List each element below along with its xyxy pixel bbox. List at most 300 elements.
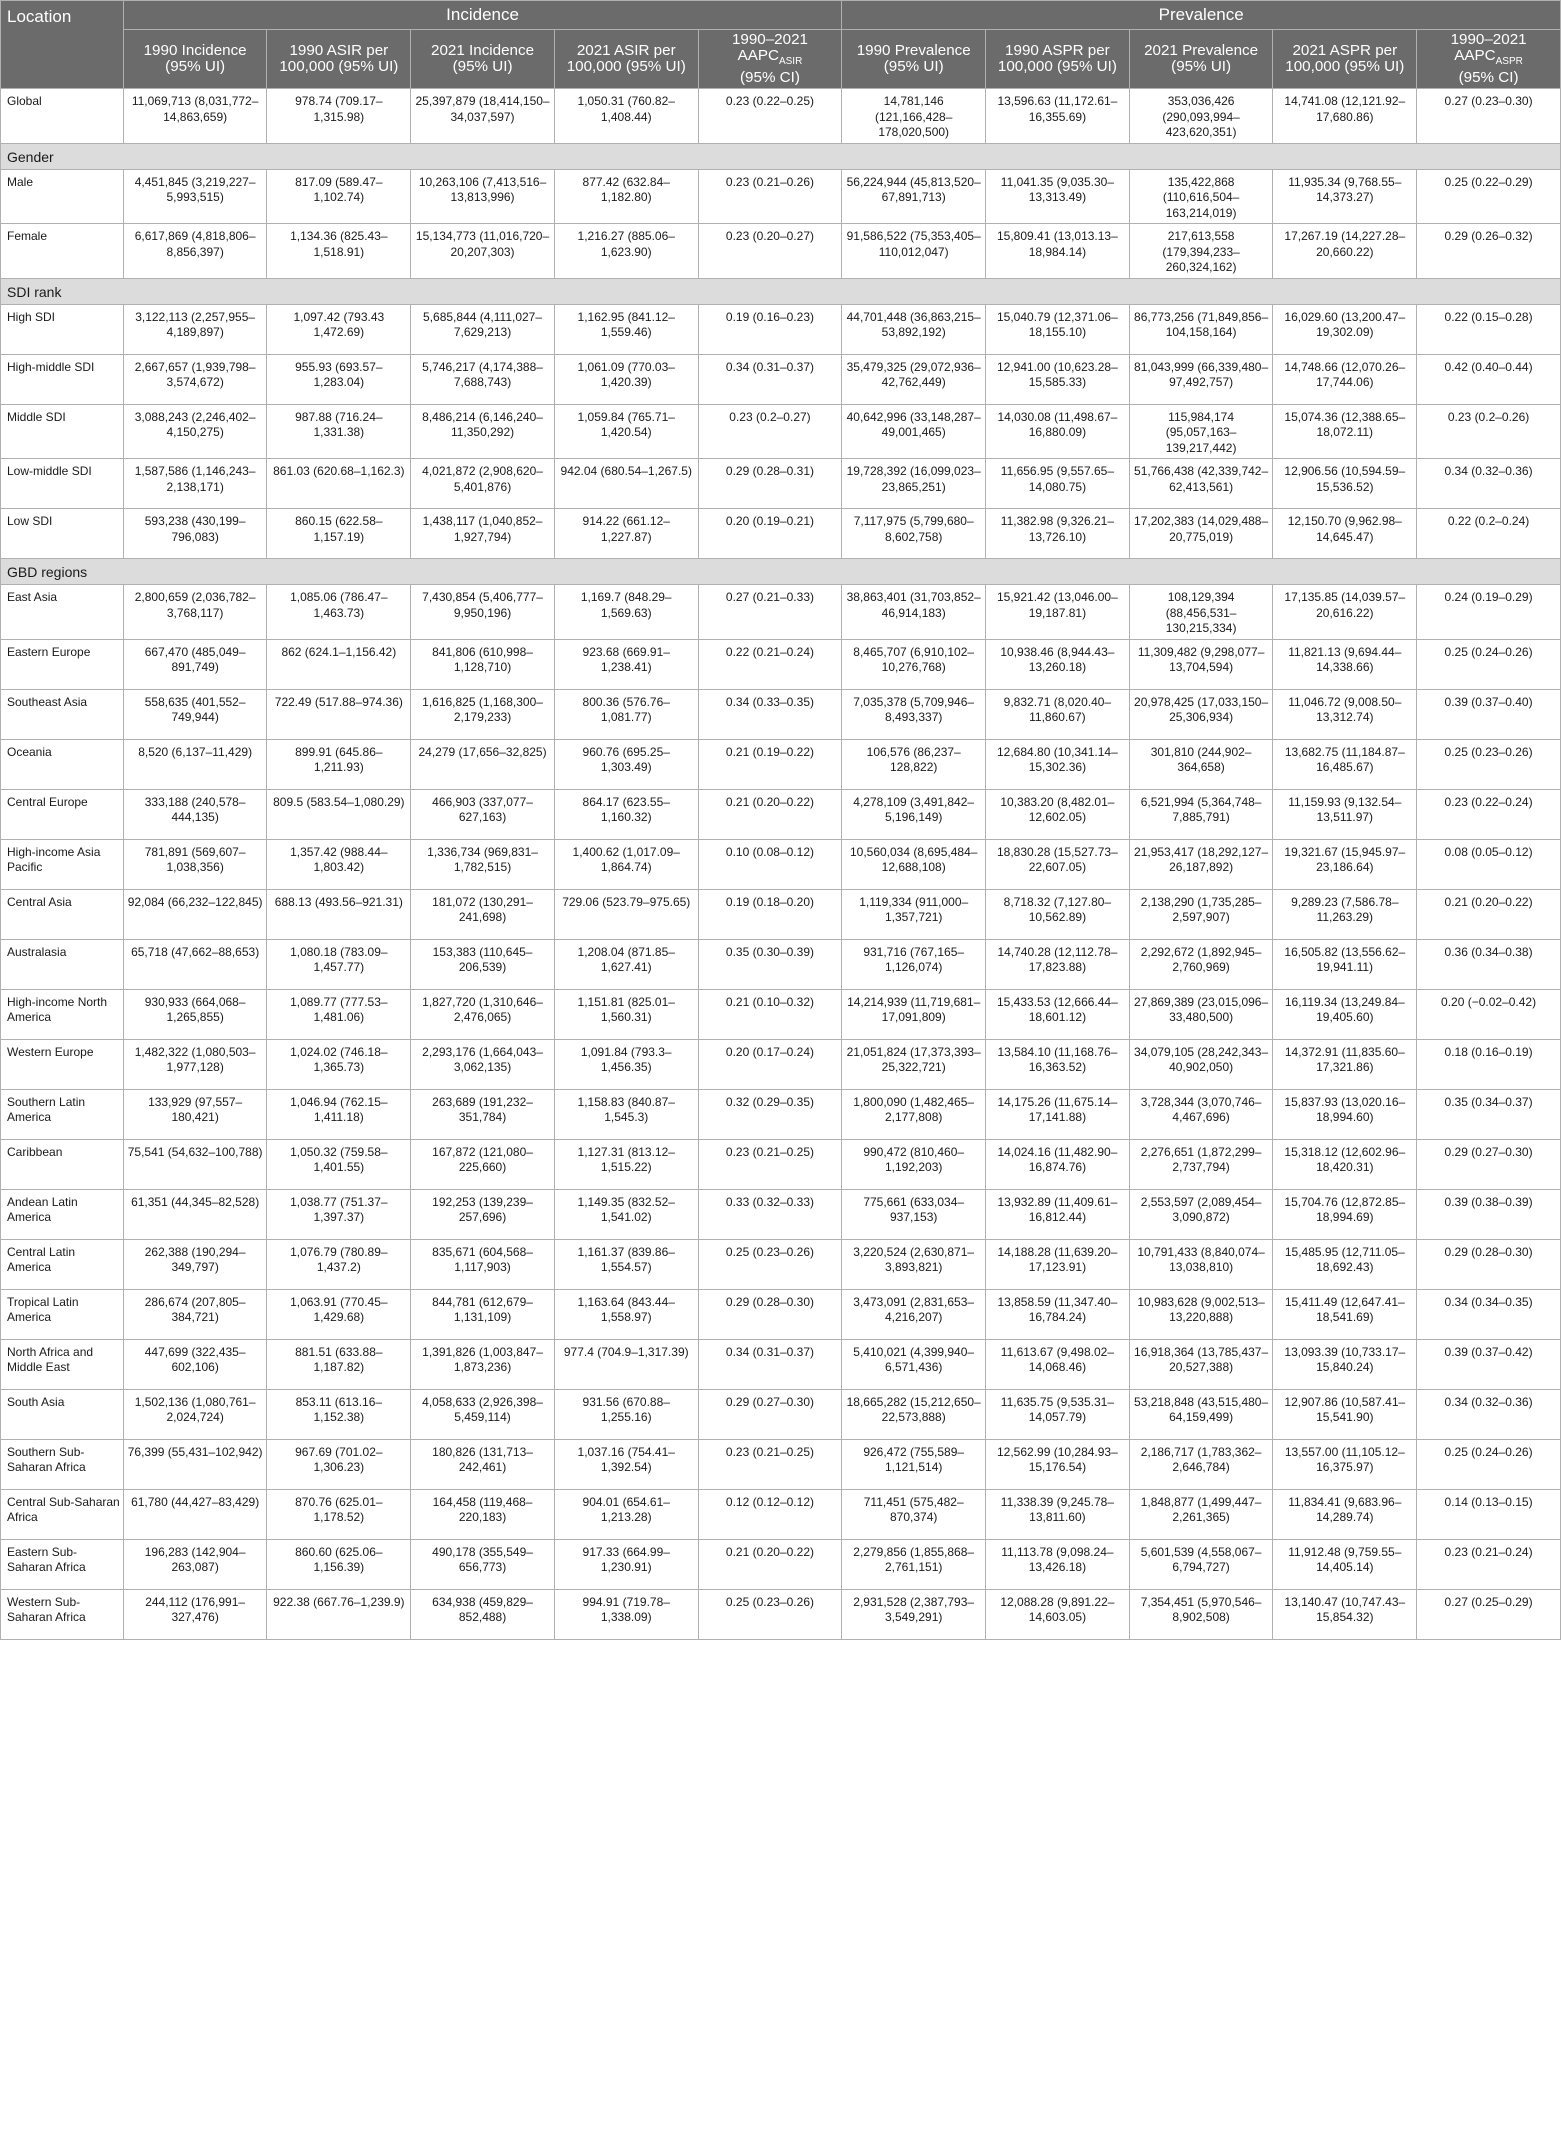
value-cell: 13,584.10 (11,168.76–16,363.52) (986, 1039, 1130, 1089)
value-cell: 8,520 (6,137–11,429) (123, 739, 267, 789)
value-cell: 15,433.53 (12,666.44–18,601.12) (986, 989, 1130, 1039)
value-cell: 1,050.31 (760.82–1,408.44) (554, 89, 698, 144)
value-cell: 2,276,651 (1,872,299–2,737,794) (1129, 1139, 1273, 1189)
value-cell: 15,318.12 (12,602.96–18,420.31) (1273, 1139, 1417, 1189)
value-cell: 12,684.80 (10,341.14–15,302.36) (986, 739, 1130, 789)
column-header-text: 1990–2021 AAPC (731, 30, 808, 64)
value-cell: 38,863,401 (31,703,852–46,914,183) (842, 585, 986, 640)
value-cell: 13,932.89 (11,409.61–16,812.44) (986, 1189, 1130, 1239)
value-cell: 2,279,856 (1,855,868–2,761,151) (842, 1539, 986, 1589)
value-cell: 4,451,845 (3,219,227–5,993,515) (123, 169, 267, 224)
value-cell: 7,354,451 (5,970,546–8,902,508) (1129, 1589, 1273, 1639)
value-cell: 667,470 (485,049–891,749) (123, 639, 267, 689)
value-cell: 977.4 (704.9–1,317.39) (554, 1339, 698, 1389)
value-cell: 5,746,217 (4,174,388–7,688,743) (411, 354, 555, 404)
value-cell: 244,112 (176,991–327,476) (123, 1589, 267, 1639)
table-row (1, 1289, 1561, 1339)
section-row (1, 278, 1561, 304)
value-cell: 711,451 (575,482–870,374) (842, 1489, 986, 1539)
location-cell: Caribbean (1, 1139, 124, 1189)
value-cell: 91,586,522 (75,353,405–110,012,047) (842, 224, 986, 279)
value-cell: 13,140.47 (10,747.43–15,854.32) (1273, 1589, 1417, 1639)
value-cell: 11,935.34 (9,768.55–14,373.27) (1273, 169, 1417, 224)
value-cell: 12,150.70 (9,962.98–14,645.47) (1273, 509, 1417, 559)
location-cell: Middle SDI (1, 404, 124, 459)
value-cell: 1,097.42 (793.43 1,472.69) (267, 304, 411, 354)
value-cell: 1,169.7 (848.29–1,569.63) (554, 585, 698, 640)
column-header-text: 1990–2021 AAPC (1450, 30, 1527, 64)
value-cell: 133,929 (97,557–180,421) (123, 1089, 267, 1139)
value-cell: 1,134.36 (825.43–1,518.91) (267, 224, 411, 279)
value-cell: 0.22 (0.21–0.24) (698, 639, 842, 689)
value-cell: 75,541 (54,632–100,788) (123, 1139, 267, 1189)
value-cell: 18,665,282 (15,212,650–22,573,888) (842, 1389, 986, 1439)
section-title: SDI rank (1, 278, 1561, 304)
value-cell: 1,151.81 (825.01–1,560.31) (554, 989, 698, 1039)
value-cell: 0.21 (0.10–0.32) (698, 989, 842, 1039)
value-cell: 115,984,174 (95,057,163–139,217,442) (1129, 404, 1273, 459)
value-cell: 14,781,146 (121,166,428–178,020,500) (842, 89, 986, 144)
value-cell: 942.04 (680.54–1,267.5) (554, 459, 698, 509)
value-cell: 167,872 (121,080–225,660) (411, 1139, 555, 1189)
value-cell: 81,043,999 (66,339,480–97,492,757) (1129, 354, 1273, 404)
value-cell: 35,479,325 (29,072,936–42,762,449) (842, 354, 986, 404)
value-cell: 0.21 (0.20–0.22) (698, 789, 842, 839)
value-cell: 0.23 (0.22–0.25) (698, 89, 842, 144)
value-cell: 333,188 (240,578–444,135) (123, 789, 267, 839)
value-cell: 990,472 (810,460–1,192,203) (842, 1139, 986, 1189)
value-cell: 11,159.93 (9,132.54–13,511.97) (1273, 789, 1417, 839)
value-cell: 14,030.08 (11,498.67–16,880.09) (986, 404, 1130, 459)
value-cell: 3,220,524 (2,630,871–3,893,821) (842, 1239, 986, 1289)
table-row (1, 1339, 1561, 1389)
value-cell: 0.25 (0.24–0.26) (1417, 639, 1561, 689)
table-row (1, 1089, 1561, 1139)
table-row (1, 1139, 1561, 1189)
value-cell: 5,601,539 (4,558,067–6,794,727) (1129, 1539, 1273, 1589)
column-header (1417, 30, 1561, 89)
value-cell: 14,024.16 (11,482.90–16,874.76) (986, 1139, 1130, 1189)
table-row (1, 639, 1561, 689)
table-row (1, 1039, 1561, 1089)
value-cell: 881.51 (633.88–1,187.82) (267, 1339, 411, 1389)
prevalence-group-header: Prevalence (842, 1, 1561, 30)
value-cell: 923.68 (669.91–1,238.41) (554, 639, 698, 689)
value-cell: 263,689 (191,232–351,784) (411, 1089, 555, 1139)
table-row (1, 224, 1561, 279)
value-cell: 1,208.04 (871.85–1,627.41) (554, 939, 698, 989)
location-cell: Low SDI (1, 509, 124, 559)
value-cell: 181,072 (130,291–241,698) (411, 889, 555, 939)
value-cell: 15,134,773 (11,016,720–20,207,303) (411, 224, 555, 279)
value-cell: 0.25 (0.23–0.26) (698, 1239, 842, 1289)
value-cell: 3,728,344 (3,070,746–4,467,696) (1129, 1089, 1273, 1139)
value-cell: 0.34 (0.34–0.35) (1417, 1289, 1561, 1339)
value-cell: 0.34 (0.31–0.37) (698, 1339, 842, 1389)
location-cell: Central Latin America (1, 1239, 124, 1289)
value-cell: 164,458 (119,468–220,183) (411, 1489, 555, 1539)
value-cell: 13,682.75 (11,184.87–16,485.67) (1273, 739, 1417, 789)
value-cell: 1,438,117 (1,040,852–1,927,794) (411, 509, 555, 559)
value-cell: 775,661 (633,034–937,153) (842, 1189, 986, 1239)
value-cell: 1,216.27 (885.06–1,623.90) (554, 224, 698, 279)
value-cell: 1,848,877 (1,499,447–2,261,365) (1129, 1489, 1273, 1539)
value-cell: 1,502,136 (1,080,761–2,024,724) (123, 1389, 267, 1439)
table-row (1, 739, 1561, 789)
value-cell: 1,085.06 (786.47–1,463.73) (267, 585, 411, 640)
value-cell: 0.27 (0.23–0.30) (1417, 89, 1561, 144)
value-cell: 5,685,844 (4,111,027–7,629,213) (411, 304, 555, 354)
value-cell: 11,113.78 (9,098.24–13,426.18) (986, 1539, 1130, 1589)
column-header-ci: (95% CI) (740, 69, 800, 87)
location-cell: High SDI (1, 304, 124, 354)
value-cell: 135,422,868 (110,616,504–163,214,019) (1129, 169, 1273, 224)
value-cell: 0.24 (0.19–0.29) (1417, 585, 1561, 640)
value-cell: 0.19 (0.16–0.23) (698, 304, 842, 354)
value-cell: 153,383 (110,645–206,539) (411, 939, 555, 989)
value-cell: 688.13 (493.56–921.31) (267, 889, 411, 939)
value-cell: 0.20 (0.19–0.21) (698, 509, 842, 559)
value-cell: 3,122,113 (2,257,955–4,189,897) (123, 304, 267, 354)
value-cell: 2,667,657 (1,939,798–3,574,672) (123, 354, 267, 404)
table-row (1, 304, 1561, 354)
value-cell: 14,214,939 (11,719,681–17,091,809) (842, 989, 986, 1039)
value-cell: 14,188.28 (11,639.20–17,123.91) (986, 1239, 1130, 1289)
location-cell: North Africa and Middle East (1, 1339, 124, 1389)
table-row (1, 1539, 1561, 1589)
value-cell: 1,091.84 (793.3–1,456.35) (554, 1039, 698, 1089)
value-cell: 4,058,633 (2,926,398–5,459,114) (411, 1389, 555, 1439)
location-cell: High-middle SDI (1, 354, 124, 404)
value-cell: 1,089.77 (777.53–1,481.06) (267, 989, 411, 1039)
value-cell: 931,716 (767,165–1,126,074) (842, 939, 986, 989)
value-cell: 11,821.13 (9,694.44–14,338.66) (1273, 639, 1417, 689)
value-cell: 16,918,364 (13,785,437–20,527,388) (1129, 1339, 1273, 1389)
value-cell: 0.23 (0.2–0.26) (1417, 404, 1561, 459)
location-cell: South Asia (1, 1389, 124, 1439)
value-cell: 0.29 (0.26–0.32) (1417, 224, 1561, 279)
value-cell: 0.29 (0.28–0.30) (698, 1289, 842, 1339)
value-cell: 12,906.56 (10,594.59–15,536.52) (1273, 459, 1417, 509)
location-cell: Australasia (1, 939, 124, 989)
value-cell: 20,978,425 (17,033,150–25,306,934) (1129, 689, 1273, 739)
value-cell: 2,293,176 (1,664,043–3,062,135) (411, 1039, 555, 1089)
value-cell: 914.22 (661.12–1,227.87) (554, 509, 698, 559)
value-cell: 51,766,438 (42,339,742–62,413,561) (1129, 459, 1273, 509)
value-cell: 5,410,021 (4,399,940–6,571,436) (842, 1339, 986, 1389)
value-cell: 978.74 (709.17–1,315.98) (267, 89, 411, 144)
location-header: Location (1, 1, 124, 89)
value-cell: 0.25 (0.23–0.26) (1417, 739, 1561, 789)
value-cell: 180,826 (131,713–242,461) (411, 1439, 555, 1489)
table-row (1, 354, 1561, 404)
value-cell: 860.60 (625.06–1,156.39) (267, 1539, 411, 1589)
value-cell: 870.76 (625.01–1,178.52) (267, 1489, 411, 1539)
value-cell: 8,486,214 (6,146,240–11,350,292) (411, 404, 555, 459)
value-cell: 17,135.85 (14,039.57–20,616.22) (1273, 585, 1417, 640)
value-cell: 0.39 (0.37–0.40) (1417, 689, 1561, 739)
value-cell: 955.93 (693.57–1,283.04) (267, 354, 411, 404)
value-cell: 729.06 (523.79–975.65) (554, 889, 698, 939)
location-cell: Low-middle SDI (1, 459, 124, 509)
value-cell: 286,674 (207,805–384,721) (123, 1289, 267, 1339)
value-cell: 9,289.23 (7,586.78–11,263.29) (1273, 889, 1417, 939)
location-cell: Western Sub-Saharan Africa (1, 1589, 124, 1639)
value-cell: 0.34 (0.31–0.37) (698, 354, 842, 404)
value-cell: 1,163.64 (843.44–1,558.97) (554, 1289, 698, 1339)
value-cell: 0.32 (0.29–0.35) (698, 1089, 842, 1139)
value-cell: 1,063.91 (770.45–1,429.68) (267, 1289, 411, 1339)
value-cell: 61,351 (44,345–82,528) (123, 1189, 267, 1239)
value-cell: 6,617,869 (4,818,806–8,856,397) (123, 224, 267, 279)
location-cell: Central Europe (1, 789, 124, 839)
value-cell: 809.5 (583.54–1,080.29) (267, 789, 411, 839)
location-cell: High-income Asia Pacific (1, 839, 124, 889)
value-cell: 15,837.93 (13,020.16–18,994.60) (1273, 1089, 1417, 1139)
value-cell: 10,263,106 (7,413,516–13,813,996) (411, 169, 555, 224)
value-cell: 0.29 (0.28–0.30) (1417, 1239, 1561, 1289)
value-cell: 11,382.98 (9,326.21–13,726.10) (986, 509, 1130, 559)
incidence-group-header: Incidence (123, 1, 842, 30)
value-cell: 0.35 (0.30–0.39) (698, 939, 842, 989)
table-row (1, 509, 1561, 559)
value-cell: 108,129,394 (88,456,531–130,215,334) (1129, 585, 1273, 640)
value-cell: 7,117,975 (5,799,680–8,602,758) (842, 509, 986, 559)
value-cell: 2,292,672 (1,892,945–2,760,969) (1129, 939, 1273, 989)
table-row (1, 89, 1561, 144)
value-cell: 4,021,872 (2,908,620–5,401,876) (411, 459, 555, 509)
value-cell: 21,953,417 (18,292,127–26,187,892) (1129, 839, 1273, 889)
location-cell: Eastern Sub-Saharan Africa (1, 1539, 124, 1589)
column-header-ci: (95% CI) (1458, 69, 1519, 87)
table-row (1, 169, 1561, 224)
value-cell: 1,162.95 (841.12–1,559.46) (554, 304, 698, 354)
value-cell: 0.25 (0.24–0.26) (1417, 1439, 1561, 1489)
value-cell: 0.14 (0.13–0.15) (1417, 1489, 1561, 1539)
value-cell: 17,202,383 (14,029,488–20,775,019) (1129, 509, 1273, 559)
value-cell: 841,806 (610,998–1,128,710) (411, 639, 555, 689)
table-row (1, 459, 1561, 509)
value-cell: 40,642,996 (33,148,287–49,001,465) (842, 404, 986, 459)
location-cell: High-income North America (1, 989, 124, 1039)
value-cell: 2,553,597 (2,089,454–3,090,872) (1129, 1189, 1273, 1239)
value-cell: 15,704.76 (12,872.85–18,994.69) (1273, 1189, 1417, 1239)
value-cell: 10,560,034 (8,695,484–12,688,108) (842, 839, 986, 889)
value-cell: 987.88 (716.24–1,331.38) (267, 404, 411, 459)
value-cell: 0.39 (0.37–0.42) (1417, 1339, 1561, 1389)
value-cell: 917.33 (664.99–1,230.91) (554, 1539, 698, 1589)
value-cell: 4,278,109 (3,491,842–5,196,149) (842, 789, 986, 839)
value-cell: 0.29 (0.27–0.30) (1417, 1139, 1561, 1189)
value-cell: 15,921.42 (13,046.00–19,187.81) (986, 585, 1130, 640)
location-cell: Southern Latin America (1, 1089, 124, 1139)
location-cell: Eastern Europe (1, 639, 124, 689)
value-cell: 781,891 (569,607–1,038,356) (123, 839, 267, 889)
table-row (1, 1589, 1561, 1639)
column-header: 1990 ASIR per 100,000 (95% UI) (267, 30, 411, 89)
value-cell: 14,175.26 (11,675.14–17,141.88) (986, 1089, 1130, 1139)
value-cell: 0.27 (0.25–0.29) (1417, 1589, 1561, 1639)
table-row (1, 1489, 1561, 1539)
value-cell: 17,267.19 (14,227.28–20,660.22) (1273, 224, 1417, 279)
value-cell: 860.15 (622.58–1,157.19) (267, 509, 411, 559)
value-cell: 0.08 (0.05–0.12) (1417, 839, 1561, 889)
location-cell: East Asia (1, 585, 124, 640)
value-cell: 899.91 (645.86–1,211.93) (267, 739, 411, 789)
value-cell: 1,127.31 (813.12–1,515.22) (554, 1139, 698, 1189)
value-cell: 12,941.00 (10,623.28–15,585.33) (986, 354, 1130, 404)
value-cell: 11,069,713 (8,031,772–14,863,659) (123, 89, 267, 144)
table-row (1, 1389, 1561, 1439)
location-cell: Oceania (1, 739, 124, 789)
value-cell: 15,074.36 (12,388.65–18,072.11) (1273, 404, 1417, 459)
value-cell: 13,596.63 (11,172.61–16,355.69) (986, 89, 1130, 144)
location-cell: Central Sub-Saharan Africa (1, 1489, 124, 1539)
table-body (1, 89, 1561, 1640)
value-cell: 2,931,528 (2,387,793–3,549,291) (842, 1589, 986, 1639)
value-cell: 960.76 (695.25–1,303.49) (554, 739, 698, 789)
value-cell: 930,933 (664,068–1,265,855) (123, 989, 267, 1039)
value-cell: 53,218,848 (43,515,480–64,159,499) (1129, 1389, 1273, 1439)
location-cell: Andean Latin America (1, 1189, 124, 1239)
table-row (1, 1439, 1561, 1489)
value-cell: 0.22 (0.2–0.24) (1417, 509, 1561, 559)
section-title: GBD regions (1, 559, 1561, 585)
value-cell: 92,084 (66,232–122,845) (123, 889, 267, 939)
table-row (1, 839, 1561, 889)
value-cell: 967.69 (701.02–1,306.23) (267, 1439, 411, 1489)
value-cell: 593,238 (430,199–796,083) (123, 509, 267, 559)
value-cell: 16,119.34 (13,249.84–19,405.60) (1273, 989, 1417, 1039)
value-cell: 1,391,826 (1,003,847–1,873,236) (411, 1339, 555, 1389)
value-cell: 13,557.00 (11,105.12–16,375.97) (1273, 1439, 1417, 1489)
value-cell: 1,024.02 (746.18–1,365.73) (267, 1039, 411, 1089)
value-cell: 61,780 (44,427–83,429) (123, 1489, 267, 1539)
value-cell: 76,399 (55,431–102,942) (123, 1439, 267, 1489)
value-cell: 11,338.39 (9,245.78–13,811.60) (986, 1489, 1130, 1539)
value-cell: 0.23 (0.2–0.27) (698, 404, 842, 459)
table-row (1, 939, 1561, 989)
value-cell: 0.22 (0.15–0.28) (1417, 304, 1561, 354)
value-cell: 904.01 (654.61–1,213.28) (554, 1489, 698, 1539)
value-cell: 835,671 (604,568–1,117,903) (411, 1239, 555, 1289)
column-header: 1990 ASPR per 100,000 (95% UI) (986, 30, 1130, 89)
value-cell: 800.36 (576.76–1,081.77) (554, 689, 698, 739)
value-cell: 25,397,879 (18,414,150–34,037,597) (411, 89, 555, 144)
value-cell: 0.35 (0.34–0.37) (1417, 1089, 1561, 1139)
section-row (1, 143, 1561, 169)
value-cell: 0.23 (0.21–0.26) (698, 169, 842, 224)
value-cell: 0.36 (0.34–0.38) (1417, 939, 1561, 989)
value-cell: 722.49 (517.88–974.36) (267, 689, 411, 739)
value-cell: 106,576 (86,237–128,822) (842, 739, 986, 789)
table-row (1, 789, 1561, 839)
value-cell: 11,613.67 (9,498.02–14,068.46) (986, 1339, 1130, 1389)
value-cell: 15,485.95 (12,711.05–18,692.43) (1273, 1239, 1417, 1289)
value-cell: 11,309,482 (9,298,077–13,704,594) (1129, 639, 1273, 689)
table-row (1, 689, 1561, 739)
value-cell: 466,903 (337,077–627,163) (411, 789, 555, 839)
value-cell: 6,521,994 (5,364,748–7,885,791) (1129, 789, 1273, 839)
value-cell: 86,773,256 (71,849,856–104,158,164) (1129, 304, 1273, 354)
value-cell: 11,656.95 (9,557.65–14,080.75) (986, 459, 1130, 509)
section-title: Gender (1, 143, 1561, 169)
value-cell: 1,800,090 (1,482,465–2,177,808) (842, 1089, 986, 1139)
value-cell: 0.42 (0.40–0.44) (1417, 354, 1561, 404)
value-cell: 11,635.75 (9,535.31–14,057.79) (986, 1389, 1130, 1439)
value-cell: 0.10 (0.08–0.12) (698, 839, 842, 889)
column-header-subscript: ASPR (1495, 56, 1523, 68)
location-cell: Female (1, 224, 124, 279)
value-cell: 558,635 (401,552–749,944) (123, 689, 267, 739)
value-cell: 0.21 (0.19–0.22) (698, 739, 842, 789)
value-cell: 262,388 (190,294–349,797) (123, 1239, 267, 1289)
location-cell: Southern Sub-Saharan Africa (1, 1439, 124, 1489)
value-cell: 192,253 (139,239–257,696) (411, 1189, 555, 1239)
value-cell: 18,830.28 (15,527.73–22,607.05) (986, 839, 1130, 889)
value-cell: 34,079,105 (28,242,343–40,902,050) (1129, 1039, 1273, 1089)
value-cell: 15,809.41 (13,013.13–18,984.14) (986, 224, 1130, 279)
value-cell: 14,372.91 (11,835.60–17,321.86) (1273, 1039, 1417, 1089)
value-cell: 24,279 (17,656–32,825) (411, 739, 555, 789)
value-cell: 1,059.84 (765.71–1,420.54) (554, 404, 698, 459)
value-cell: 1,357.42 (988.44–1,803.42) (267, 839, 411, 889)
location-cell: Central Asia (1, 889, 124, 939)
value-cell: 13,858.59 (11,347.40–16,784.24) (986, 1289, 1130, 1339)
value-cell: 0.27 (0.21–0.33) (698, 585, 842, 640)
location-cell: Global (1, 89, 124, 144)
value-cell: 1,336,734 (969,831–1,782,515) (411, 839, 555, 889)
value-cell: 490,178 (355,549–656,773) (411, 1539, 555, 1589)
table-row (1, 889, 1561, 939)
value-cell: 13,093.39 (10,733.17–15,840.24) (1273, 1339, 1417, 1389)
value-cell: 0.34 (0.32–0.36) (1417, 459, 1561, 509)
value-cell: 15,040.79 (12,371.06–18,155.10) (986, 304, 1130, 354)
value-cell: 19,728,392 (16,099,023–23,865,251) (842, 459, 986, 509)
value-cell: 0.21 (0.20–0.22) (1417, 889, 1561, 939)
value-cell: 0.29 (0.27–0.30) (698, 1389, 842, 1439)
location-cell: Tropical Latin America (1, 1289, 124, 1339)
value-cell: 44,701,448 (36,863,215–53,892,192) (842, 304, 986, 354)
value-cell: 0.33 (0.32–0.33) (698, 1189, 842, 1239)
value-cell: 10,791,433 (8,840,074–13,038,810) (1129, 1239, 1273, 1289)
value-cell: 11,912.48 (9,759.55–14,405.14) (1273, 1539, 1417, 1589)
value-cell: 16,029.60 (13,200.47–19,302.09) (1273, 304, 1417, 354)
value-cell: 0.34 (0.33–0.35) (698, 689, 842, 739)
value-cell: 0.18 (0.16–0.19) (1417, 1039, 1561, 1089)
value-cell: 1,080.18 (783.09–1,457.77) (267, 939, 411, 989)
value-cell: 2,800,659 (2,036,782–3,768,117) (123, 585, 267, 640)
value-cell: 1,149.35 (832.52–1,541.02) (554, 1189, 698, 1239)
value-cell: 1,119,334 (911,000–1,357,721) (842, 889, 986, 939)
table-row (1, 989, 1561, 1039)
value-cell: 7,035,378 (5,709,946–8,493,337) (842, 689, 986, 739)
value-cell: 217,613,558 (179,394,233–260,324,162) (1129, 224, 1273, 279)
value-cell: 0.25 (0.22–0.29) (1417, 169, 1561, 224)
value-cell: 10,383.20 (8,482.01–12,602.05) (986, 789, 1130, 839)
table-row (1, 1189, 1561, 1239)
value-cell: 0.21 (0.20–0.22) (698, 1539, 842, 1589)
value-cell: 301,810 (244,902–364,658) (1129, 739, 1273, 789)
value-cell: 9,832.71 (8,020.40–11,860.67) (986, 689, 1130, 739)
value-cell: 862 (624.1–1,156.42) (267, 639, 411, 689)
value-cell: 12,907.86 (10,587.41–15,541.90) (1273, 1389, 1417, 1439)
value-cell: 12,562.99 (10,284.93–15,176.54) (986, 1439, 1130, 1489)
location-cell: Male (1, 169, 124, 224)
value-cell: 994.91 (719.78–1,338.09) (554, 1589, 698, 1639)
column-header: 2021 Prevalence (95% UI) (1129, 30, 1273, 89)
value-cell: 844,781 (612,679–1,131,109) (411, 1289, 555, 1339)
